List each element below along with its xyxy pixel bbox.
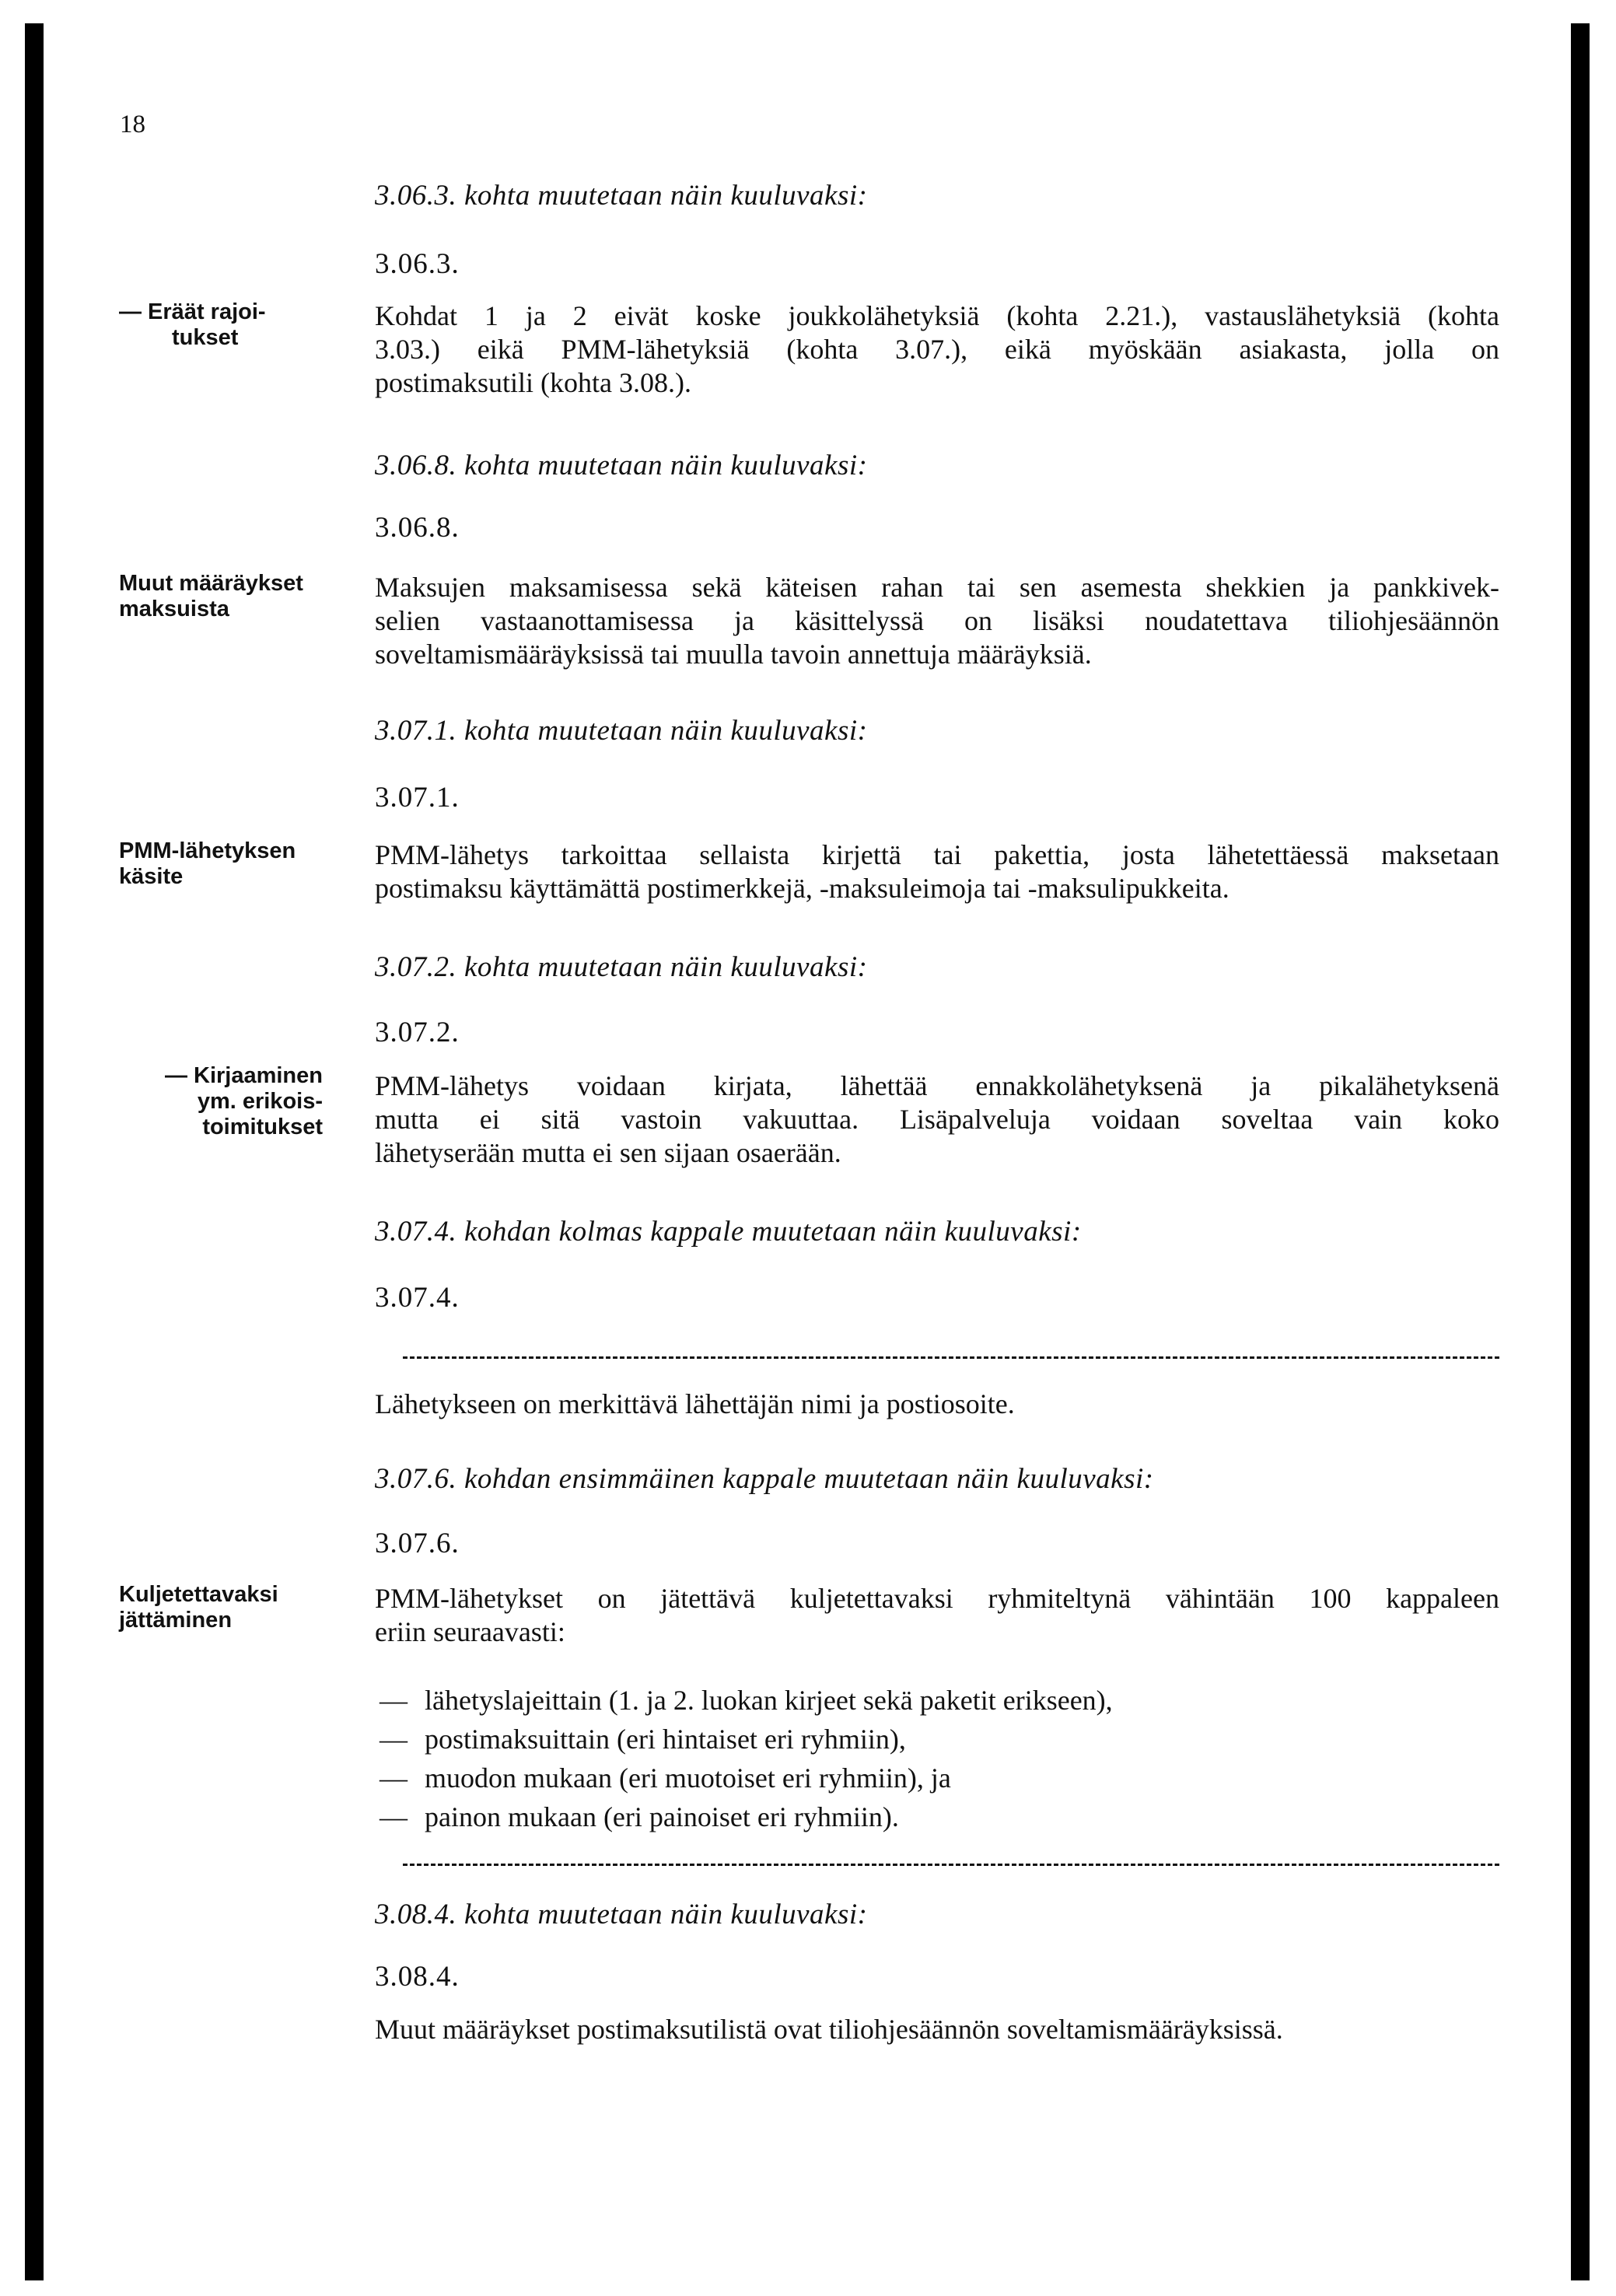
amendment-instruction: 3.07.6. kohdan ensimmäinen kappale muutetaan näin kuuluvaksi:	[375, 1463, 1154, 1495]
section-paragraph: Kohdat 1 ja 2 eivät koske joukkolähetyksiä (kohta 2.21.), vastauslähetyksiä (kohta 3.03.) eikä PMM-lähetyksiä (kohta 3.07.), eikä myöskään asiakasta, jolla on postimaksutili (kohta 3.08.).	[375, 300, 1499, 398]
right-scan-border	[1571, 23, 1590, 2280]
amendment-instruction: 3.07.4. kohdan kolmas kappale muutetaan näin kuuluvaksi:	[375, 1216, 1082, 1248]
section-number: 3.07.6.	[375, 1528, 460, 1559]
section-number: 3.07.2.	[375, 1017, 460, 1048]
section-paragraph: PMM-lähetys tarkoittaa sellaista kirjettä tai pakettia, josta lähetettäessä maksetaan postimaksu käyttämättä postimerkkejä, -maksuleimoja tai -maksulipukkeita.	[375, 839, 1499, 904]
list-item: — painon mukaan (eri painoiset eri ryhmiin).	[380, 1801, 899, 1832]
section-paragraph: Lähetykseen on merkittävä lähettäjän nimi ja postiosoite.	[375, 1388, 1015, 1419]
amendment-instruction: 3.06.8. kohta muutetaan näin kuuluvaksi:	[375, 450, 868, 481]
section-number: 3.07.4.	[375, 1282, 460, 1314]
margin-note-kirjaaminen: — Kirjaaminen ym. erikois- toimitukset	[164, 1063, 323, 1139]
section-paragraph: PMM-lähetykset on jätettävä kuljetettavaksi ryhmiteltynä vähintään 100 kappaleen eriin seuraavasti:	[375, 1583, 1499, 1647]
omission-dashed-line	[403, 1356, 1499, 1359]
list-item: — postimaksuittain (eri hintaiset eri ryhmiin),	[380, 1724, 906, 1755]
page-number: 18	[120, 110, 145, 138]
section-number: 3.06.3.	[375, 248, 460, 280]
section-paragraph: Maksujen maksamisessa sekä käteisen rahan tai sen asemesta shekkien ja pankkivek- selien vastaanottamisessa ja käsittelyssä on lisäksi noudatettava tiliohjesäännön soveltamismääräyksissä tai muulla tavoin annettuja määräyksiä.	[375, 572, 1499, 670]
section-number: 3.07.1.	[375, 782, 460, 814]
amendment-instruction: 3.06.3. kohta muutetaan näin kuuluvaksi:	[375, 180, 868, 212]
section-paragraph: PMM-lähetys voidaan kirjata, lähettää ennakkolähetyksenä ja pikalähetyksenä mutta ei sitä vastoin vakuuttaa. Lisäpalveluja voidaan soveltaa vain koko lähetyserään mutta ei sen sijaan osaerään.	[375, 1070, 1499, 1168]
section-number: 3.08.4.	[375, 1961, 460, 1993]
list-item: — lähetyslajeittain (1. ja 2. luokan kirjeet sekä paketit erikseen),	[380, 1685, 1113, 1716]
omission-dashed-line	[403, 1864, 1499, 1866]
amendment-instruction: 3.08.4. kohta muutetaan näin kuuluvaksi:	[375, 1899, 868, 1930]
amendment-instruction: 3.07.1. kohta muutetaan näin kuuluvaksi:	[375, 715, 868, 747]
margin-note-pmm-kasite: PMM-lähetyksen käsite	[119, 838, 296, 889]
section-paragraph: Muut määräykset postimaksutilistä ovat tiliohjesäännön soveltamismääräyksissä.	[375, 2014, 1283, 2045]
list-item: — muodon mukaan (eri muotoiset eri ryhmiin), ja	[380, 1762, 951, 1794]
amendment-instruction: 3.07.2. kohta muutetaan näin kuuluvaksi:	[375, 951, 868, 983]
left-scan-border	[25, 23, 44, 2280]
section-number: 3.06.8.	[375, 512, 460, 544]
margin-note-eraat-rajoitukset: — Eräät rajoi- tukset	[119, 299, 266, 350]
margin-note-muut-maaraykset: Muut määräykset maksuista	[119, 571, 303, 621]
margin-note-kuljetettavaksi: Kuljetettavaksi jättäminen	[119, 1582, 278, 1633]
